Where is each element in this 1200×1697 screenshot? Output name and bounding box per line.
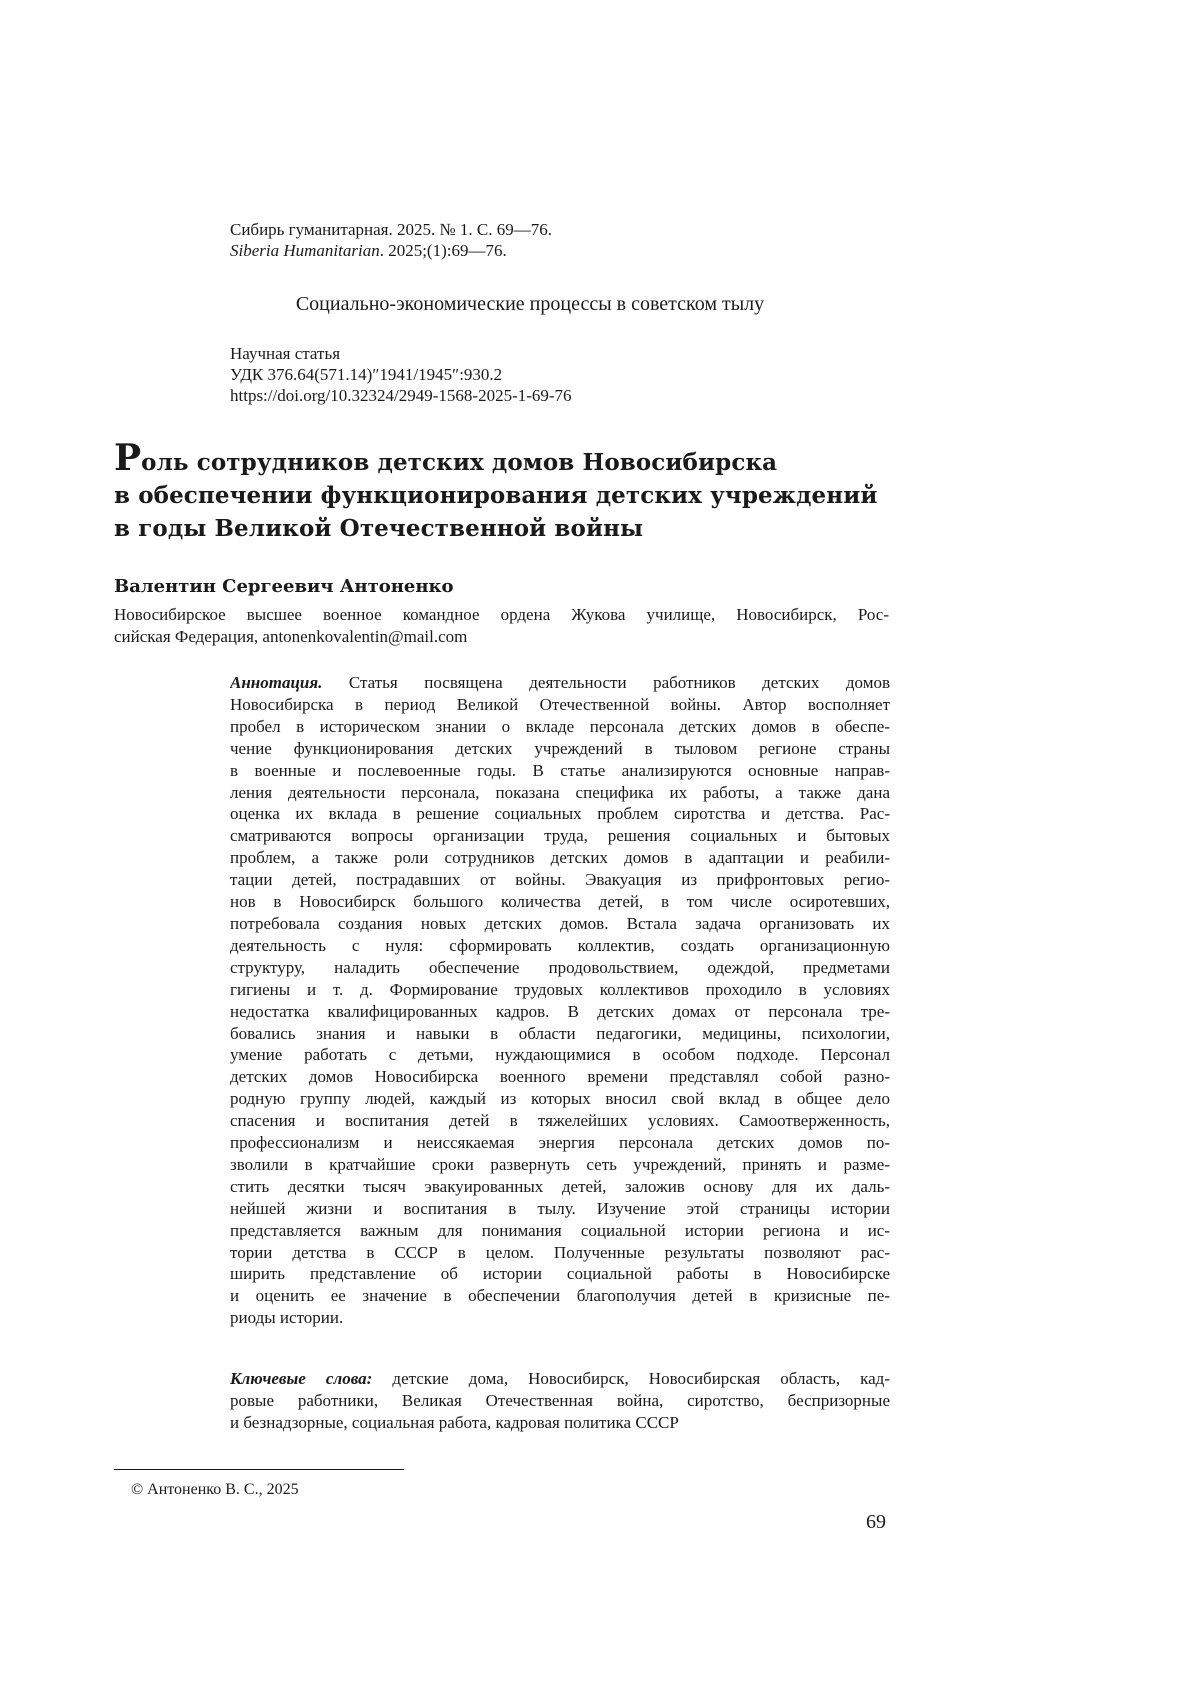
abstract-label: Аннотация.	[230, 673, 322, 692]
abstract-line: оценка их вклада в решение социальных проблем сиротства и детства. Рас-	[230, 803, 890, 825]
abstract-line: ширить представление об истории социальной работы в Новосибирске	[230, 1263, 890, 1285]
title-line-1-rest: оль сотрудников детских домов Новосибирска	[141, 449, 777, 476]
keywords-line-3: и безнадзорные, социальная работа, кадровая политика СССР	[230, 1412, 890, 1434]
abstract-line: проблем, а также роли сотрудников детских домов в адаптации и реабили-	[230, 847, 890, 869]
section-title	[0, 292, 1060, 316]
udc-code: УДК 376.64(571.14)″1941/1945″:930.2	[230, 364, 572, 385]
article-type: Научная статья	[230, 343, 572, 364]
journal-citation	[230, 219, 552, 261]
abstract-line: Новосибирска в период Великой Отечественной войны. Автор восполняет	[230, 694, 890, 716]
abstract-line: риоды истории.	[230, 1307, 890, 1329]
abstract-line	[230, 672, 890, 694]
abstract-line: сматриваются вопросы организации труда, решения социальных и бытовых	[230, 825, 890, 847]
abstract	[230, 672, 890, 1329]
keywords-line-2: ровые работники, Великая Отечественная война, сиротство, беспризорные	[230, 1390, 890, 1412]
keywords	[230, 1368, 890, 1434]
footnote-divider	[114, 1469, 404, 1470]
article-meta	[230, 343, 572, 406]
keywords-label: Ключевые слова:	[230, 1369, 372, 1388]
abstract-line: в военные и послевоенные годы. В статье анализируются основные направ-	[230, 760, 890, 782]
abstract-line: зволили в кратчайшие сроки развернуть сеть учреждений, принять и разме-	[230, 1154, 890, 1176]
title-line-1	[114, 442, 934, 479]
abstract-line: тации детей, пострадавших от войны. Эвакуация из прифронтовых регио-	[230, 869, 890, 891]
section-title-text: Социально-экономические процессы в советском тылу	[296, 293, 764, 315]
affiliation-line-2: сийская Федерация, antonenkovalentin@mail.com	[114, 626, 889, 648]
abstract-line: потребовала создания новых детских домов. Встала задача организовать их	[230, 913, 890, 935]
author-name: Валентин Сергеевич Антоненко	[114, 575, 454, 599]
title-line-3: в годы Великой Отечественной войны	[114, 512, 934, 545]
copyright-notice: © Антоненко В. С., 2025	[131, 1480, 299, 1500]
abstract-line: родную группу людей, каждый из которых вносил свой вклад в общее дело	[230, 1088, 890, 1110]
abstract-line: бовались знания и навыки в области педагогики, медицины, психологии,	[230, 1023, 890, 1045]
abstract-line: ления деятельности персонала, показана специфика их работы, а также дана	[230, 782, 890, 804]
journal-issue-en: . 2025;(1):69—76.	[380, 241, 507, 260]
abstract-line: и оценить ее значение в обеспечении благополучия детей в кризисные пе-	[230, 1285, 890, 1307]
abstract-line: нейшей жизни и воспитания в тылу. Изучение этой страницы истории	[230, 1198, 890, 1220]
affiliation-line-1: Новосибирское высшее военное командное ордена Жукова училище, Новосибирск, Рос-	[114, 604, 889, 626]
abstract-line: гигиены и т. д. Формирование трудовых коллективов проходило в условиях	[230, 979, 890, 1001]
abstract-line: недостатка квалифицированных кадров. В детских домах от персонала тре-	[230, 1001, 890, 1023]
abstract-line: тории детства в СССР в целом. Полученные результаты позволяют рас-	[230, 1242, 890, 1264]
abstract-line: структуру, наладить обеспечение продовольствием, одеждой, предметами	[230, 957, 890, 979]
abstract-line: детских домов Новосибирска военного времени представлял собой разно-	[230, 1066, 890, 1088]
abstract-line: нов в Новосибирск большого количества детей, в том числе осиротевших,	[230, 891, 890, 913]
keywords-first-line-text: детские дома, Новосибирск, Новосибирская область, кад-	[372, 1369, 890, 1388]
abstract-line: пробел в историческом знании о вкладе персонала детских домов в обеспе-	[230, 716, 890, 738]
journal-name-en: Siberia Humanitarian	[230, 241, 380, 260]
abstract-line: деятельность с нуля: сформировать коллектив, создать организационную	[230, 935, 890, 957]
abstract-first-line-text: Статья посвящена деятельности работников детских домов	[322, 673, 890, 692]
page-number: 69	[866, 1510, 886, 1534]
abstract-line: профессионализм и неиссякаемая энергия персонала детских домов по-	[230, 1132, 890, 1154]
abstract-line: стить десятки тысяч эвакуированных детей, заложив основу для их даль-	[230, 1176, 890, 1198]
title-line-2: в обеспечении функционирования детских учреждений	[114, 479, 934, 512]
keywords-line-1	[230, 1368, 890, 1390]
abstract-line: умение работать с детьми, нуждающимися в особом подходе. Персонал	[230, 1044, 890, 1066]
article-title	[114, 442, 934, 545]
title-dropcap: Р	[114, 437, 141, 479]
doi-link[interactable]: https://doi.org/10.32324/2949-1568-2025-1-69-76	[230, 385, 572, 406]
author-affiliation	[114, 604, 889, 648]
abstract-line: чение функционирования детских учреждений в тыловом регионе страны	[230, 738, 890, 760]
abstract-line: представляется важным для понимания социальной истории региона и ис-	[230, 1220, 890, 1242]
abstract-line: спасения и воспитания детей в тяжелейших условиях. Самоотверженность,	[230, 1110, 890, 1132]
journal-citation-en	[230, 240, 552, 261]
journal-citation-ru: Сибирь гуманитарная. 2025. № 1. С. 69—76.	[230, 219, 552, 240]
